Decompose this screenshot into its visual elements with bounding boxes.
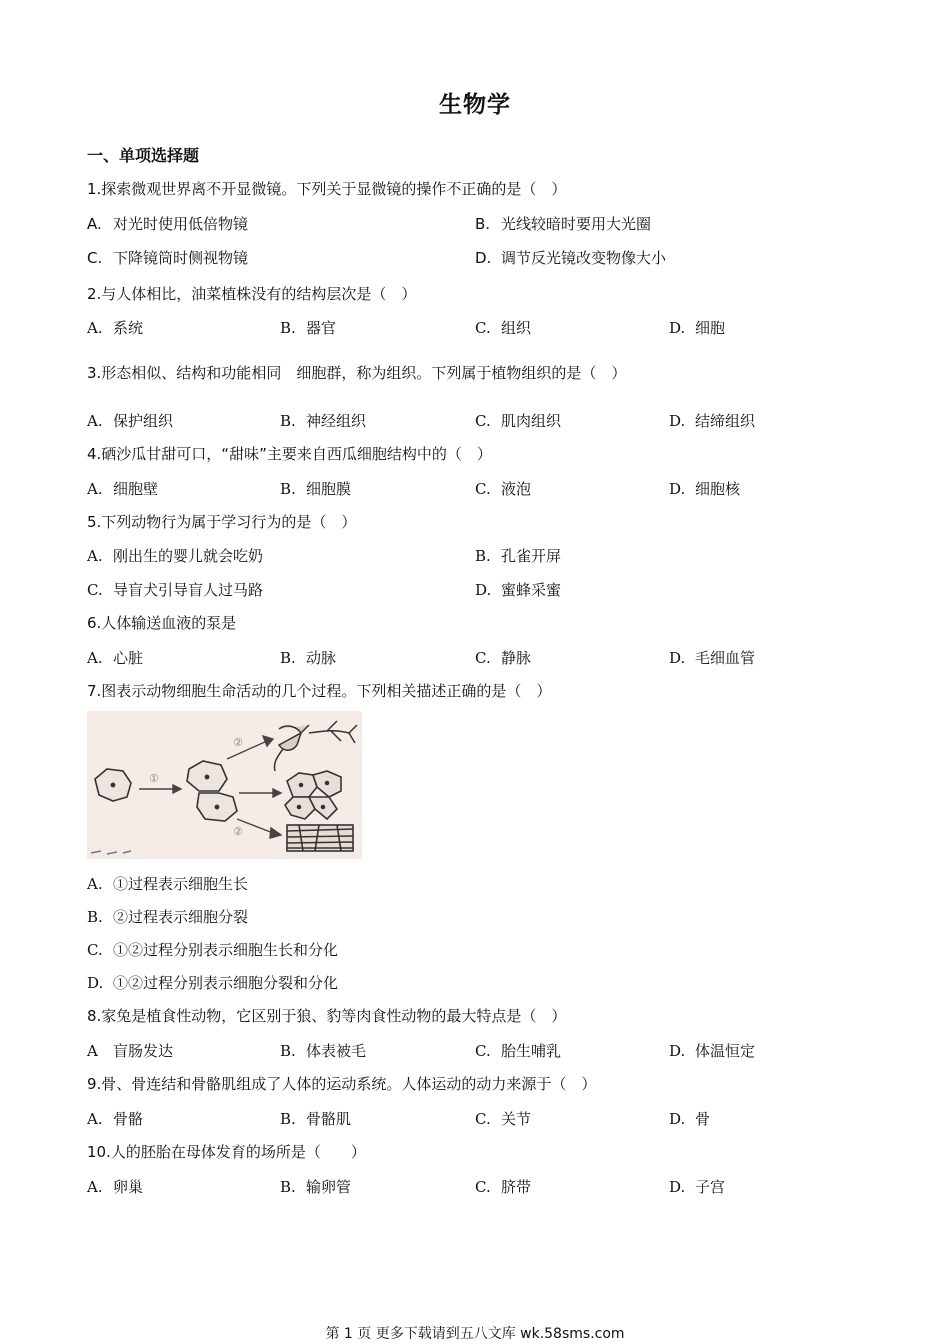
question-2-options	[87, 317, 867, 339]
question-6-options	[87, 647, 867, 669]
question-10-options	[87, 1176, 867, 1198]
option-d: D. 调节反光镜改变物像大小	[475, 249, 667, 267]
option-b: B. 细胞膜	[280, 480, 352, 498]
question-4: 4.硒沙瓜甘甜可口，“甜味”主要来自西瓜细胞结构中的（ ）	[87, 445, 492, 463]
option-b: B. 孔雀开屏	[475, 547, 562, 565]
question-7-option-b	[87, 906, 867, 928]
question-6: 6.人体输送血液的泵是	[87, 614, 237, 632]
option-d: D. ①②过程分别表示细胞分裂和分化	[87, 974, 339, 992]
question-4-options	[87, 478, 867, 500]
option-c: C. 液泡	[475, 480, 532, 498]
option-b: B. ②过程表示细胞分裂	[87, 908, 249, 926]
question-1-options	[87, 213, 867, 235]
question-2: 2.与人体相比，油菜植株没有的结构层次是（ ）	[87, 285, 417, 303]
page-title: 生物学	[439, 92, 511, 118]
question-7-option-c	[87, 939, 867, 961]
option-a: A. 卵巢	[87, 1178, 144, 1196]
single-cell	[95, 769, 131, 801]
question-1-options-row2	[87, 247, 867, 269]
option-c: C. 导盲犬引导盲人过马路	[87, 581, 264, 599]
option-d: D. 细胞	[669, 319, 726, 337]
option-a: A. 心脏	[87, 649, 144, 667]
question-7-option-a	[87, 873, 867, 895]
label-step-2-upper: ②	[233, 736, 243, 749]
option-d: D. 毛细血管	[669, 649, 756, 667]
question-8-options	[87, 1040, 867, 1062]
question-9: 9.骨、骨连结和骨骼肌组成了人体的运动系统。人体运动的动力来源于（ ）	[87, 1075, 597, 1093]
option-d: D. 体温恒定	[669, 1042, 756, 1060]
option-b: B. 光线较暗时要用大光圈	[475, 215, 652, 233]
option-b: B. 器官	[280, 319, 337, 337]
option-a: A. 细胞壁	[87, 480, 159, 498]
option-a: A. 骨骼	[87, 1110, 144, 1128]
option-a: A. 刚出生的婴儿就会吃奶	[87, 547, 264, 565]
option-d: D. 蜜蜂采蜜	[475, 581, 562, 599]
option-b: B. 体表被毛	[280, 1042, 367, 1060]
question-5-options	[87, 545, 867, 567]
cell-process-figure	[87, 711, 362, 859]
option-a: A 盲肠发达	[87, 1042, 174, 1060]
option-d: D. 细胞核	[669, 480, 741, 498]
option-b: B. 动脉	[280, 649, 337, 667]
option-b: B. 输卵管	[280, 1178, 352, 1196]
question-5: 5.下列动物行为属于学习行为的是（ ）	[87, 513, 357, 531]
option-c: C. 肌肉组织	[475, 412, 562, 430]
label-step-2-lower: ②	[233, 825, 243, 838]
question-7: 7.图表示动物细胞生命活动的几个过程。下列相关描述正确的是（ ）	[87, 682, 552, 700]
question-3-options	[87, 410, 867, 432]
option-b: B. 骨骼肌	[280, 1110, 352, 1128]
option-c: C. 组织	[475, 319, 532, 337]
option-a: A. 对光时使用低倍物镜	[87, 215, 249, 233]
option-d: D. 结缔组织	[669, 412, 756, 430]
option-c: C. 脐带	[475, 1178, 532, 1196]
question-5-options-row2	[87, 579, 867, 601]
option-c: C. 胎生哺乳	[475, 1042, 562, 1060]
option-c: C. 下降镜筒时侧视物镜	[87, 249, 249, 267]
question-9-options	[87, 1108, 867, 1130]
question-8: 8.家兔是植食性动物，它区别于狼、豹等肉食性动物的最大特点是（ ）	[87, 1007, 567, 1025]
option-c: C. 关节	[475, 1110, 532, 1128]
question-3: 3.形态相似、结构和功能相同 细胞群，称为组织。下列属于植物组织的是（ ）	[87, 364, 627, 382]
option-c: C. ①②过程分别表示细胞生长和分化	[87, 941, 339, 959]
question-10: 10.人的胚胎在母体发育的场所是（ ）	[87, 1143, 366, 1161]
question-1: 1.探索微观世界离不开显微镜。下列关于显微镜的操作不正确的是（ ）	[87, 180, 567, 198]
option-a: A. 保护组织	[87, 412, 174, 430]
option-c: C. 静脉	[475, 649, 532, 667]
page-footer: 第 1 页 更多下载请到五八文库 wk.58sms.com	[325, 1326, 625, 1342]
option-a: A. 系统	[87, 319, 144, 337]
option-d: D. 骨	[669, 1110, 711, 1128]
option-d: D. 子宫	[669, 1178, 726, 1196]
section-heading: 一、单项选择题	[87, 146, 200, 165]
label-step-1: ①	[149, 772, 159, 785]
option-a: A. ①过程表示细胞生长	[87, 875, 249, 893]
question-7-option-d	[87, 972, 867, 994]
option-b: B. 神经组织	[280, 412, 367, 430]
muscle-fibers	[287, 825, 353, 851]
